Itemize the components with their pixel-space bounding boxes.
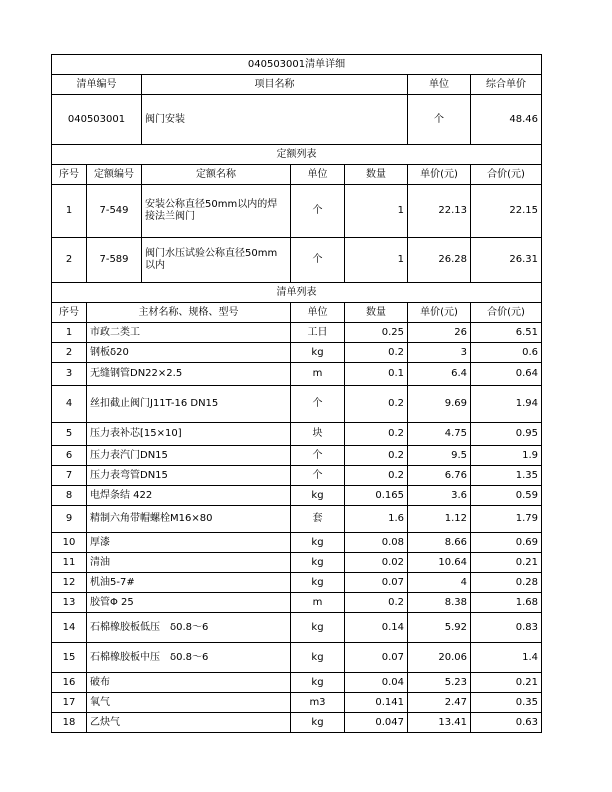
material-price: 9.69 bbox=[408, 386, 471, 423]
quota-section-title: 定额列表 bbox=[52, 145, 542, 165]
materials-header-total: 合价(元) bbox=[471, 303, 542, 323]
material-price: 6.76 bbox=[408, 466, 471, 486]
material-no: 17 bbox=[52, 693, 87, 713]
material-qty: 0.14 bbox=[345, 613, 408, 643]
materials-header-unit: 单位 bbox=[291, 303, 345, 323]
quota-code: 7-589 bbox=[87, 238, 142, 283]
material-total: 1.4 bbox=[471, 643, 542, 673]
table-row bbox=[52, 446, 542, 466]
material-unit: kg bbox=[291, 643, 345, 673]
quota-total: 22.15 bbox=[471, 185, 542, 238]
quota-price: 26.28 bbox=[408, 238, 471, 283]
material-price: 2.47 bbox=[408, 693, 471, 713]
summary-row bbox=[52, 95, 542, 145]
table-row bbox=[52, 486, 542, 506]
material-no: 12 bbox=[52, 573, 87, 593]
material-unit: kg bbox=[291, 613, 345, 643]
material-unit: kg bbox=[291, 486, 345, 506]
material-total: 0.21 bbox=[471, 553, 542, 573]
material-name: 破布 bbox=[87, 673, 291, 693]
material-price: 13.41 bbox=[408, 713, 471, 733]
material-no: 6 bbox=[52, 446, 87, 466]
material-unit: m bbox=[291, 363, 345, 386]
material-total: 0.95 bbox=[471, 423, 542, 446]
material-qty: 0.141 bbox=[345, 693, 408, 713]
quota-qty: 1 bbox=[345, 185, 408, 238]
material-unit: 套 bbox=[291, 506, 345, 533]
material-price: 26 bbox=[408, 323, 471, 343]
material-price: 3.6 bbox=[408, 486, 471, 506]
quota-header-name: 定额名称 bbox=[142, 165, 291, 185]
table-row bbox=[52, 506, 542, 533]
material-price: 8.38 bbox=[408, 593, 471, 613]
material-name: 石棉橡胶板低压 δ0.8～6 bbox=[87, 613, 291, 643]
material-unit: kg bbox=[291, 573, 345, 593]
material-name: 压力表补芯[15×10] bbox=[87, 423, 291, 446]
table-row bbox=[52, 363, 542, 386]
quota-qty: 1 bbox=[345, 238, 408, 283]
material-name: 石棉橡胶板中压 δ0.8～6 bbox=[87, 643, 291, 673]
quota-unit: 个 bbox=[291, 238, 345, 283]
material-name: 精制六角带帽螺栓M16×80 bbox=[87, 506, 291, 533]
material-qty: 0.2 bbox=[345, 386, 408, 423]
material-total: 0.59 bbox=[471, 486, 542, 506]
quota-no: 1 bbox=[52, 185, 87, 238]
material-total: 0.69 bbox=[471, 533, 542, 553]
material-qty: 0.04 bbox=[345, 673, 408, 693]
material-name: 氧气 bbox=[87, 693, 291, 713]
material-qty: 0.2 bbox=[345, 466, 408, 486]
table-row bbox=[52, 343, 542, 363]
material-no: 5 bbox=[52, 423, 87, 446]
material-qty: 0.2 bbox=[345, 423, 408, 446]
quota-code: 7-549 bbox=[87, 185, 142, 238]
material-total: 0.35 bbox=[471, 693, 542, 713]
material-price: 1.12 bbox=[408, 506, 471, 533]
material-unit: m3 bbox=[291, 693, 345, 713]
material-price: 5.23 bbox=[408, 673, 471, 693]
material-no: 8 bbox=[52, 486, 87, 506]
material-qty: 0.047 bbox=[345, 713, 408, 733]
bill-detail-table bbox=[51, 54, 542, 733]
table-row bbox=[52, 593, 542, 613]
material-price: 4.75 bbox=[408, 423, 471, 446]
material-name: 压力表汽门DN15 bbox=[87, 446, 291, 466]
materials-section-row bbox=[52, 283, 542, 303]
table-row bbox=[52, 423, 542, 446]
material-unit: 块 bbox=[291, 423, 345, 446]
quota-header-qty: 数量 bbox=[345, 165, 408, 185]
material-total: 0.6 bbox=[471, 343, 542, 363]
quota-header-code: 定额编号 bbox=[87, 165, 142, 185]
table-row bbox=[52, 533, 542, 553]
materials-header-name: 主材名称、规格、型号 bbox=[87, 303, 291, 323]
table-row bbox=[52, 386, 542, 423]
material-name: 厚漆 bbox=[87, 533, 291, 553]
header-item-name: 项目名称 bbox=[142, 75, 408, 95]
quota-price: 22.13 bbox=[408, 185, 471, 238]
table-row bbox=[52, 573, 542, 593]
quota-name: 阀门水压试验公称直径50mm以内 bbox=[142, 238, 291, 283]
material-no: 1 bbox=[52, 323, 87, 343]
table-row bbox=[52, 673, 542, 693]
material-price: 4 bbox=[408, 573, 471, 593]
material-no: 9 bbox=[52, 506, 87, 533]
quota-header-price: 单价(元) bbox=[408, 165, 471, 185]
material-qty: 0.165 bbox=[345, 486, 408, 506]
summary-header-row bbox=[52, 75, 542, 95]
material-unit: 工日 bbox=[291, 323, 345, 343]
material-total: 0.64 bbox=[471, 363, 542, 386]
material-no: 15 bbox=[52, 643, 87, 673]
bill-code: 040503001 bbox=[52, 95, 142, 145]
material-total: 0.83 bbox=[471, 613, 542, 643]
material-no: 7 bbox=[52, 466, 87, 486]
material-qty: 0.07 bbox=[345, 643, 408, 673]
material-no: 16 bbox=[52, 673, 87, 693]
material-unit: 个 bbox=[291, 386, 345, 423]
quota-unit: 个 bbox=[291, 185, 345, 238]
material-no: 4 bbox=[52, 386, 87, 423]
material-no: 14 bbox=[52, 613, 87, 643]
material-total: 1.94 bbox=[471, 386, 542, 423]
materials-header-price: 单价(元) bbox=[408, 303, 471, 323]
material-total: 0.28 bbox=[471, 573, 542, 593]
material-total: 1.9 bbox=[471, 446, 542, 466]
materials-header-no: 序号 bbox=[52, 303, 87, 323]
material-no: 3 bbox=[52, 363, 87, 386]
quota-header-unit: 单位 bbox=[291, 165, 345, 185]
materials-header-qty: 数量 bbox=[345, 303, 408, 323]
material-total: 1.35 bbox=[471, 466, 542, 486]
material-price: 8.66 bbox=[408, 533, 471, 553]
quota-header-no: 序号 bbox=[52, 165, 87, 185]
title-row bbox=[52, 55, 542, 75]
material-total: 0.63 bbox=[471, 713, 542, 733]
material-unit: kg bbox=[291, 533, 345, 553]
material-unit: kg bbox=[291, 713, 345, 733]
item-name: 阀门安装 bbox=[142, 95, 408, 145]
material-price: 5.92 bbox=[408, 613, 471, 643]
material-name: 清油 bbox=[87, 553, 291, 573]
quota-row bbox=[52, 238, 542, 283]
materials-header-row bbox=[52, 303, 542, 323]
material-no: 11 bbox=[52, 553, 87, 573]
material-no: 2 bbox=[52, 343, 87, 363]
material-unit: kg bbox=[291, 553, 345, 573]
material-qty: 0.02 bbox=[345, 553, 408, 573]
material-name: 机油5-7# bbox=[87, 573, 291, 593]
materials-body bbox=[52, 323, 542, 733]
material-unit: m bbox=[291, 593, 345, 613]
quota-section-row bbox=[52, 145, 542, 165]
material-name: 压力表弯管DN15 bbox=[87, 466, 291, 486]
material-qty: 0.2 bbox=[345, 343, 408, 363]
material-no: 18 bbox=[52, 713, 87, 733]
materials-section-title: 清单列表 bbox=[52, 283, 542, 303]
material-name: 丝扣截止阀门J11T-16 DN15 bbox=[87, 386, 291, 423]
material-name: 市政二类工 bbox=[87, 323, 291, 343]
material-name: 乙炔气 bbox=[87, 713, 291, 733]
material-unit: kg bbox=[291, 343, 345, 363]
material-qty: 1.6 bbox=[345, 506, 408, 533]
material-qty: 0.2 bbox=[345, 593, 408, 613]
material-qty: 0.07 bbox=[345, 573, 408, 593]
quota-name: 安装公称直径50mm以内的焊接法兰阀门 bbox=[142, 185, 291, 238]
material-unit: 个 bbox=[291, 446, 345, 466]
header-unit: 单位 bbox=[408, 75, 471, 95]
material-unit: 个 bbox=[291, 466, 345, 486]
table-row bbox=[52, 713, 542, 733]
material-price: 10.64 bbox=[408, 553, 471, 573]
material-price: 3 bbox=[408, 343, 471, 363]
material-no: 13 bbox=[52, 593, 87, 613]
table-row bbox=[52, 693, 542, 713]
material-total: 0.21 bbox=[471, 673, 542, 693]
material-qty: 0.1 bbox=[345, 363, 408, 386]
sheet-title: 040503001清单详细 bbox=[52, 55, 542, 75]
quota-no: 2 bbox=[52, 238, 87, 283]
item-unit: 个 bbox=[408, 95, 471, 145]
material-name: 无缝钢管DN22×2.5 bbox=[87, 363, 291, 386]
quota-row bbox=[52, 185, 542, 238]
material-qty: 0.08 bbox=[345, 533, 408, 553]
material-total: 6.51 bbox=[471, 323, 542, 343]
table-row bbox=[52, 323, 542, 343]
header-unit-price: 综合单价 bbox=[471, 75, 542, 95]
table-row bbox=[52, 643, 542, 673]
table-row bbox=[52, 613, 542, 643]
material-price: 6.4 bbox=[408, 363, 471, 386]
bill-detail-sheet bbox=[51, 54, 541, 733]
material-name: 电焊条结 422 bbox=[87, 486, 291, 506]
material-price: 20.06 bbox=[408, 643, 471, 673]
material-qty: 0.2 bbox=[345, 446, 408, 466]
table-row bbox=[52, 553, 542, 573]
quota-total: 26.31 bbox=[471, 238, 542, 283]
material-unit: kg bbox=[291, 673, 345, 693]
material-price: 9.5 bbox=[408, 446, 471, 466]
table-row bbox=[52, 466, 542, 486]
material-qty: 0.25 bbox=[345, 323, 408, 343]
material-name: 胶管Φ 25 bbox=[87, 593, 291, 613]
item-unit-price: 48.46 bbox=[471, 95, 542, 145]
material-name: 钢板δ20 bbox=[87, 343, 291, 363]
quota-header-row bbox=[52, 165, 542, 185]
material-total: 1.68 bbox=[471, 593, 542, 613]
header-bill-code: 清单编号 bbox=[52, 75, 142, 95]
material-no: 10 bbox=[52, 533, 87, 553]
material-total: 1.79 bbox=[471, 506, 542, 533]
quota-header-total: 合价(元) bbox=[471, 165, 542, 185]
